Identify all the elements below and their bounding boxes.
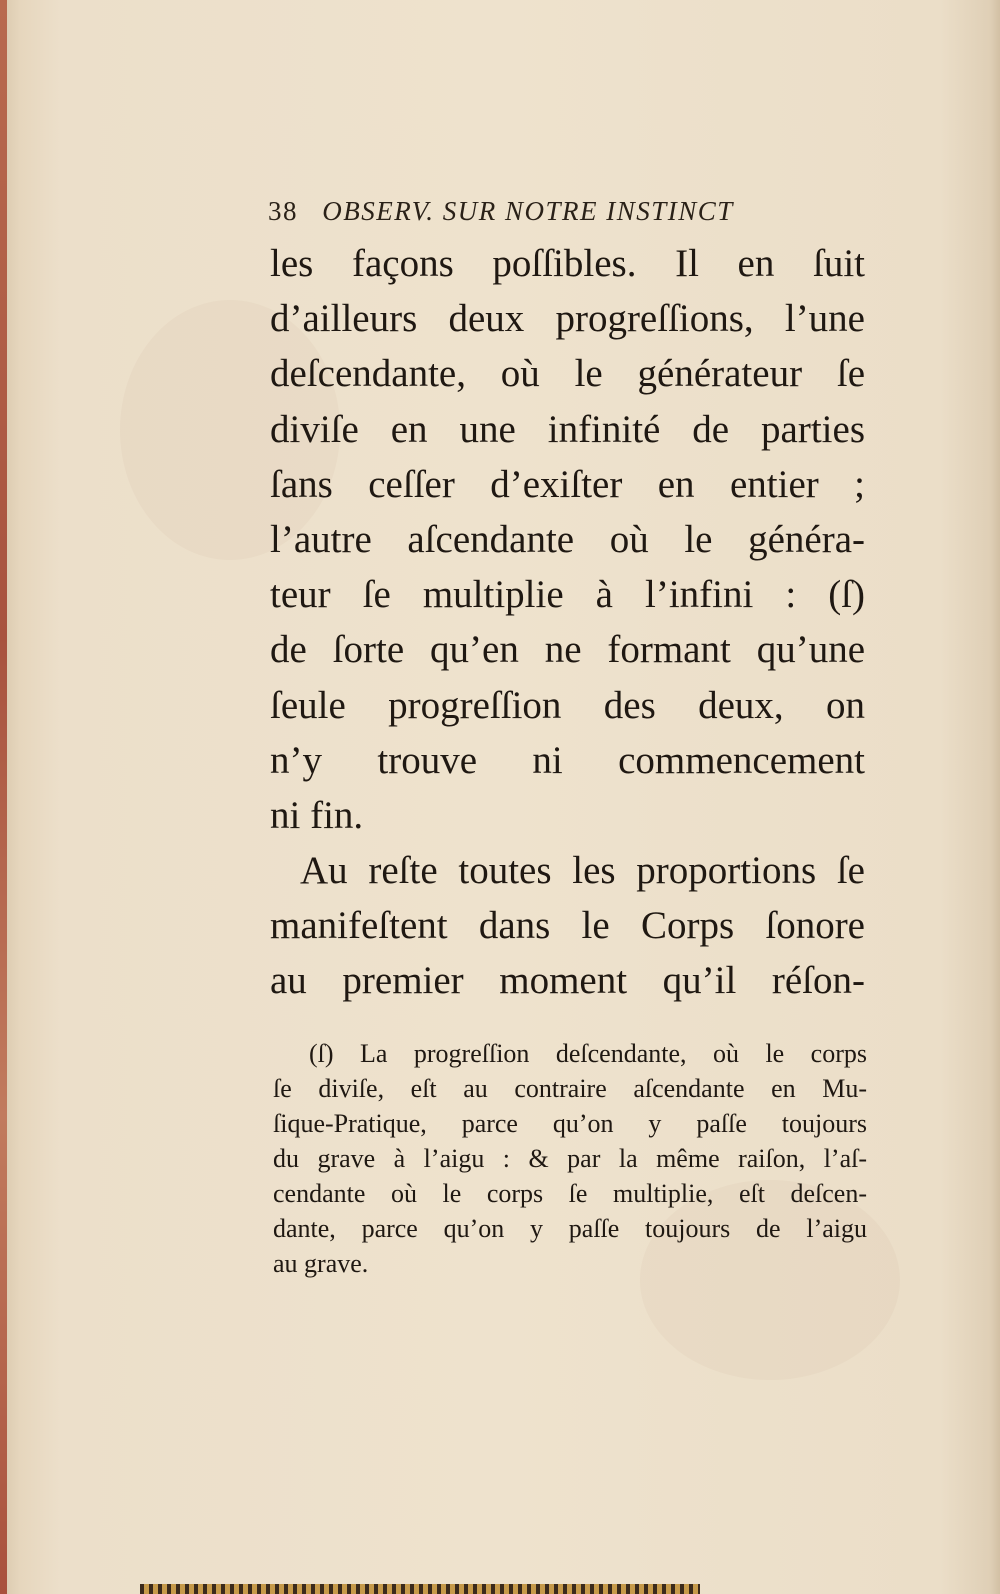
text-line: Au reſte toutes les proportions ſe (300, 849, 865, 893)
text-line: teur ſe multiplie à l’infini : (ſ) (270, 573, 865, 617)
running-title: OBSERV. SUR NOTRE INSTINCT (322, 196, 734, 226)
running-head (268, 196, 868, 227)
footnote-line: cendante où le corps ſe multiplie, eſt deſcen- (273, 1179, 867, 1208)
footnote-line: au grave. (273, 1249, 369, 1278)
text-line: ſans ceſſer d’exiſter en entier ; (270, 462, 865, 506)
text-line: n’y trouve ni commencement (270, 738, 865, 782)
footnote-line: du grave à l’aigu : & par la même raiſon, l’aſ- (273, 1144, 867, 1173)
footnote-line: (ſ) La progreſſion deſcendante, où le corps (309, 1039, 867, 1068)
page-edge-red (0, 0, 7, 1594)
text-line: de ſorte qu’en ne formant qu’une (270, 628, 865, 672)
text-line: d’ailleurs deux progreſſions, l’une (270, 297, 865, 341)
footnote (273, 1036, 867, 1281)
footnote-line: dante, parce qu’on y paſſe toujours de l’aigu (273, 1214, 867, 1243)
footnote-line: ſe diviſe, eſt au contraire aſcendante en Mu- (273, 1074, 867, 1103)
text-line: l’autre aſcendante où le généra- (270, 517, 865, 561)
page-edge-bottom (140, 1584, 700, 1594)
text-line: ſeule progreſſion des deux, on (270, 683, 865, 727)
text-line: ni fin. (270, 793, 364, 837)
text-line: diviſe en une infinité de parties (270, 407, 865, 451)
page-number: 38 (268, 196, 298, 226)
text-line: les façons poſſibles. Il en ſuit (270, 242, 865, 285)
text-line: au premier moment qu’il réſon- (270, 959, 865, 1003)
footnote-line: ſique-Pratique, parce qu’on y paſſe toujours (273, 1109, 867, 1138)
text-line: manifeſtent dans le Corps ſonore (270, 904, 865, 948)
text-line: deſcendante, où le générateur ſe (270, 352, 865, 396)
main-text (270, 236, 865, 1009)
